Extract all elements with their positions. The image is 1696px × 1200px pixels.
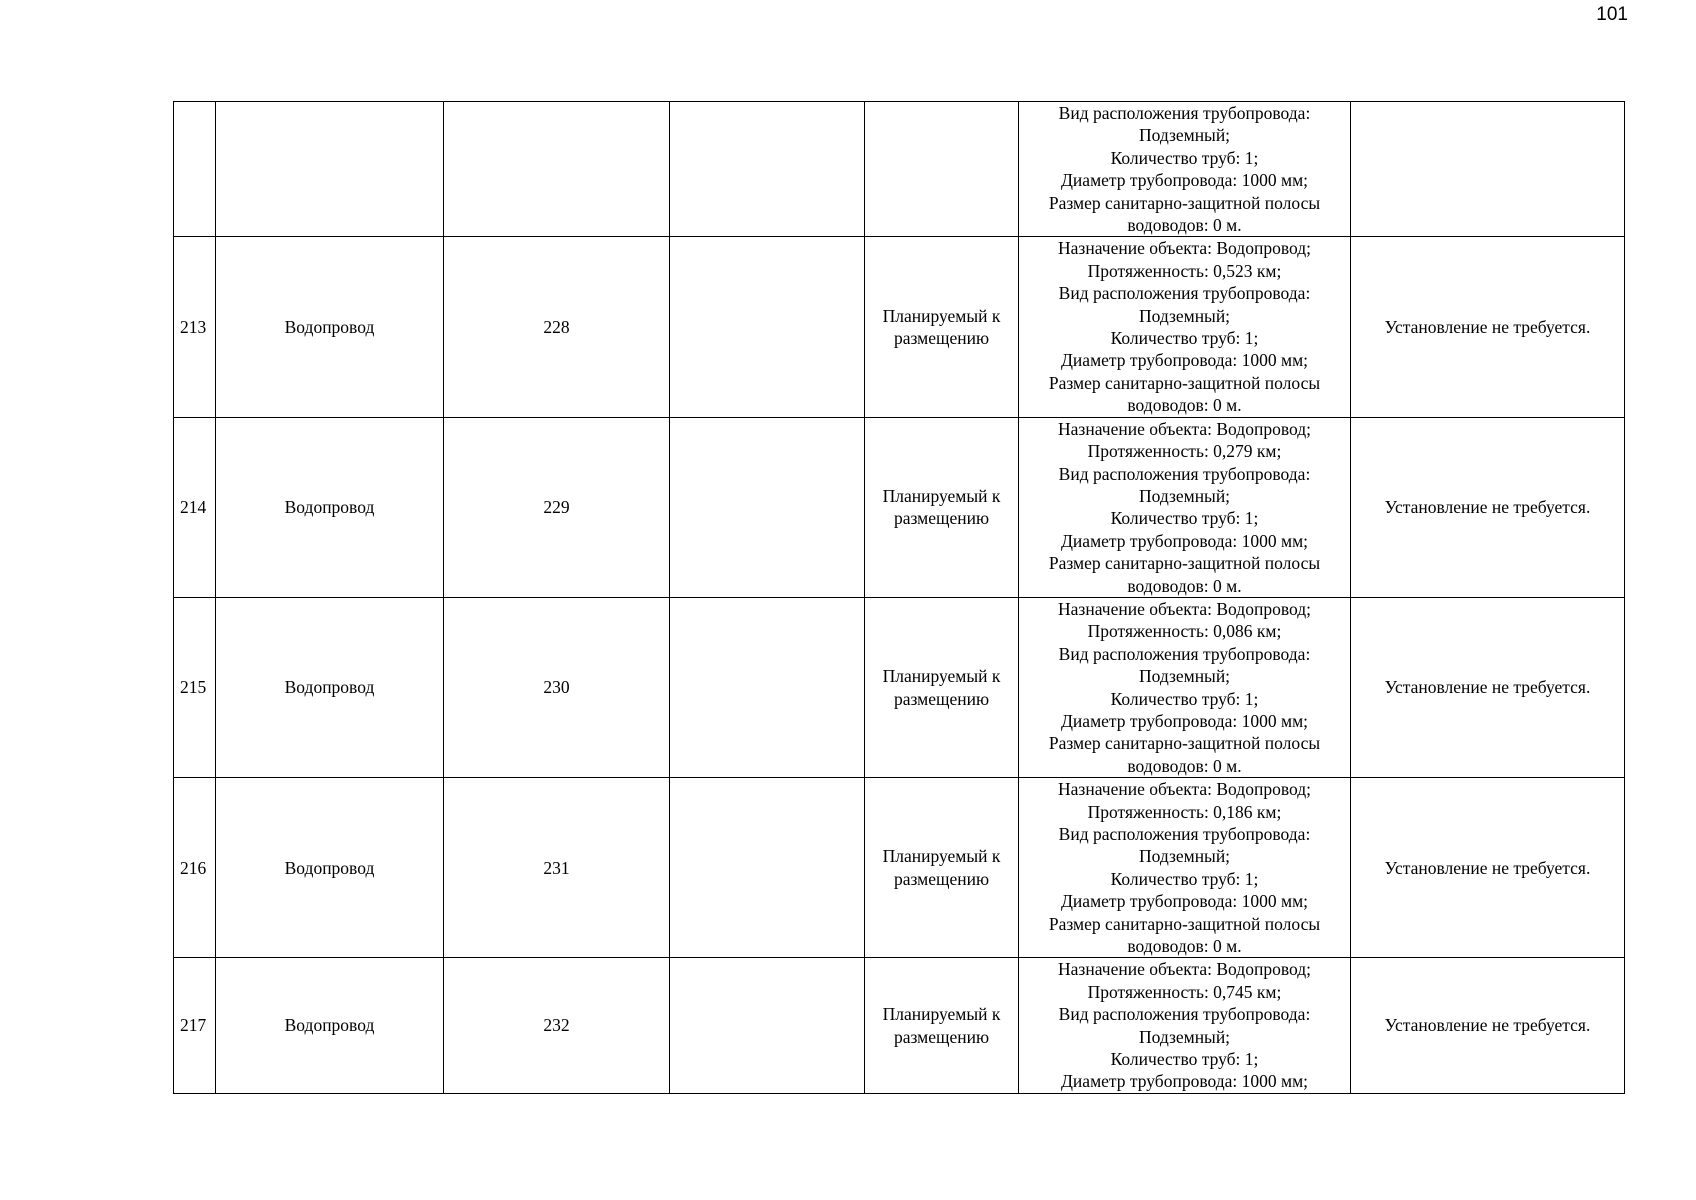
characteristic-line: Размер санитарно-защитной полосы bbox=[1048, 372, 1321, 393]
row-number-cell: 213 bbox=[174, 237, 216, 417]
characteristic-line: Вид расположения трубопровода: bbox=[1058, 283, 1311, 304]
characteristic-line: Диаметр трубопровода: 1000 мм; bbox=[1061, 530, 1308, 551]
empty-cell bbox=[670, 417, 865, 597]
characteristic-line: Количество труб: 1; bbox=[1110, 147, 1259, 168]
characteristic-line: Вид расположения трубопровода: bbox=[1058, 643, 1311, 664]
protection-zone-cell: Установление не требуется. bbox=[1351, 237, 1625, 417]
status-line: размещению bbox=[893, 1026, 990, 1047]
characteristic-line: водоводов: 0 м. bbox=[1127, 755, 1242, 776]
status-cell bbox=[865, 237, 1019, 417]
object-code-cell: 232 bbox=[444, 958, 670, 1093]
table-row bbox=[174, 958, 1625, 1093]
object-code-cell: 231 bbox=[444, 778, 670, 958]
characteristic-line: Подземный; bbox=[1138, 125, 1231, 146]
characteristic-line: Размер санитарно-защитной полосы bbox=[1048, 553, 1321, 574]
status-cell bbox=[865, 102, 1019, 237]
protection-zone-cell: Установление не требуется. bbox=[1351, 597, 1625, 777]
characteristics-cell bbox=[1019, 237, 1351, 417]
characteristic-line: Количество труб: 1; bbox=[1110, 328, 1259, 349]
characteristics-cell bbox=[1019, 417, 1351, 597]
characteristic-line: Вид расположения трубопровода: bbox=[1058, 463, 1311, 484]
objects-table bbox=[173, 101, 1625, 1094]
status-line: Планируемый к bbox=[882, 485, 1001, 506]
object-name-cell bbox=[216, 102, 444, 237]
characteristic-line: Диаметр трубопровода: 1000 мм; bbox=[1061, 350, 1308, 371]
characteristic-line: Диаметр трубопровода: 1000 мм; bbox=[1061, 170, 1308, 191]
row-number-cell bbox=[174, 102, 216, 237]
characteristic-line: Вид расположения трубопровода: bbox=[1058, 1004, 1311, 1025]
object-name-cell: Водопровод bbox=[216, 237, 444, 417]
protection-zone-cell bbox=[1351, 102, 1625, 237]
table-row bbox=[174, 778, 1625, 958]
empty-cell bbox=[670, 778, 865, 958]
status-line: размещению bbox=[893, 508, 990, 529]
characteristic-line: Назначение объекта: Водопровод; bbox=[1058, 598, 1311, 619]
row-number-cell: 216 bbox=[174, 778, 216, 958]
status-cell bbox=[865, 417, 1019, 597]
object-code-cell: 230 bbox=[444, 597, 670, 777]
characteristic-line: Размер санитарно-защитной полосы bbox=[1048, 913, 1321, 934]
characteristic-line: водоводов: 0 м. bbox=[1127, 575, 1242, 596]
characteristic-line: Подземный; bbox=[1138, 666, 1231, 687]
status-cell bbox=[865, 597, 1019, 777]
object-code-cell bbox=[444, 102, 670, 237]
status-line: Планируемый к bbox=[882, 846, 1001, 867]
characteristic-line: Вид расположения трубопровода: bbox=[1058, 103, 1311, 123]
protection-zone-cell: Установление не требуется. bbox=[1351, 958, 1625, 1093]
object-code-cell: 229 bbox=[444, 417, 670, 597]
characteristic-line: Диаметр трубопровода: 1000 мм; bbox=[1061, 891, 1308, 912]
status-cell bbox=[865, 958, 1019, 1093]
characteristic-line: водоводов: 0 м. bbox=[1127, 215, 1242, 236]
characteristic-line: Диаметр трубопровода: 1000 мм; bbox=[1061, 710, 1308, 731]
characteristic-line: Подземный; bbox=[1138, 846, 1231, 867]
characteristic-line: Протяженность: 0,086 км; bbox=[1087, 621, 1282, 642]
table-row bbox=[174, 237, 1625, 417]
characteristics-cell bbox=[1019, 958, 1351, 1093]
status-line: размещению bbox=[893, 688, 990, 709]
characteristic-line: Назначение объекта: Водопровод; bbox=[1058, 418, 1311, 439]
protection-zone-cell: Установление не требуется. bbox=[1351, 417, 1625, 597]
characteristic-line: Количество труб: 1; bbox=[1110, 508, 1259, 529]
object-name-cell: Водопровод bbox=[216, 958, 444, 1093]
status-line: размещению bbox=[893, 328, 990, 349]
object-name-cell: Водопровод bbox=[216, 778, 444, 958]
characteristic-line: Протяженность: 0,523 км; bbox=[1087, 260, 1282, 281]
status-cell bbox=[865, 778, 1019, 958]
table-row bbox=[174, 102, 1625, 237]
characteristic-line: Назначение объекта: Водопровод; bbox=[1058, 238, 1311, 259]
table-row bbox=[174, 597, 1625, 777]
row-number-cell: 217 bbox=[174, 958, 216, 1093]
characteristic-line: Протяженность: 0,279 км; bbox=[1087, 441, 1282, 462]
empty-cell bbox=[670, 958, 865, 1093]
characteristics-cell bbox=[1019, 597, 1351, 777]
characteristic-line: Протяженность: 0,745 км; bbox=[1087, 981, 1282, 1002]
object-code-cell: 228 bbox=[444, 237, 670, 417]
characteristic-line: водоводов: 0 м. bbox=[1127, 395, 1242, 416]
characteristic-line: Количество труб: 1; bbox=[1110, 868, 1259, 889]
characteristic-line: Назначение объекта: Водопровод; bbox=[1058, 959, 1311, 980]
characteristic-line: Протяженность: 0,186 км; bbox=[1087, 801, 1282, 822]
characteristic-line: Вид расположения трубопровода: bbox=[1058, 824, 1311, 844]
object-name-cell: Водопровод bbox=[216, 417, 444, 597]
status-line: Планируемый к bbox=[882, 666, 1001, 687]
characteristic-line: Размер санитарно-защитной полосы bbox=[1048, 733, 1321, 754]
characteristic-line: водоводов: 0 м. bbox=[1127, 936, 1242, 957]
status-line: размещению bbox=[893, 868, 990, 889]
empty-cell bbox=[670, 597, 865, 777]
row-number-cell: 214 bbox=[174, 417, 216, 597]
protection-zone-cell: Установление не требуется. bbox=[1351, 778, 1625, 958]
characteristic-line: Назначение объекта: Водопровод; bbox=[1058, 779, 1311, 800]
characteristic-line: Диаметр трубопровода: 1000 мм; bbox=[1061, 1071, 1308, 1092]
row-number-cell: 215 bbox=[174, 597, 216, 777]
status-line: Планируемый к bbox=[882, 305, 1001, 326]
characteristic-line: Размер санитарно-защитной полосы bbox=[1048, 192, 1321, 213]
object-name-cell: Водопровод bbox=[216, 597, 444, 777]
characteristic-line: Подземный; bbox=[1138, 485, 1231, 506]
characteristics-cell bbox=[1019, 778, 1351, 958]
characteristic-line: Подземный; bbox=[1138, 305, 1231, 326]
table-row bbox=[174, 417, 1625, 597]
characteristics-cell bbox=[1019, 102, 1351, 237]
status-line: Планируемый к bbox=[882, 1004, 1001, 1025]
page-number: 101 bbox=[1596, 4, 1628, 25]
characteristic-line: Количество труб: 1; bbox=[1110, 1049, 1259, 1070]
characteristic-line: Количество труб: 1; bbox=[1110, 688, 1259, 709]
empty-cell bbox=[670, 237, 865, 417]
characteristic-line: Подземный; bbox=[1138, 1026, 1231, 1047]
empty-cell bbox=[670, 102, 865, 237]
